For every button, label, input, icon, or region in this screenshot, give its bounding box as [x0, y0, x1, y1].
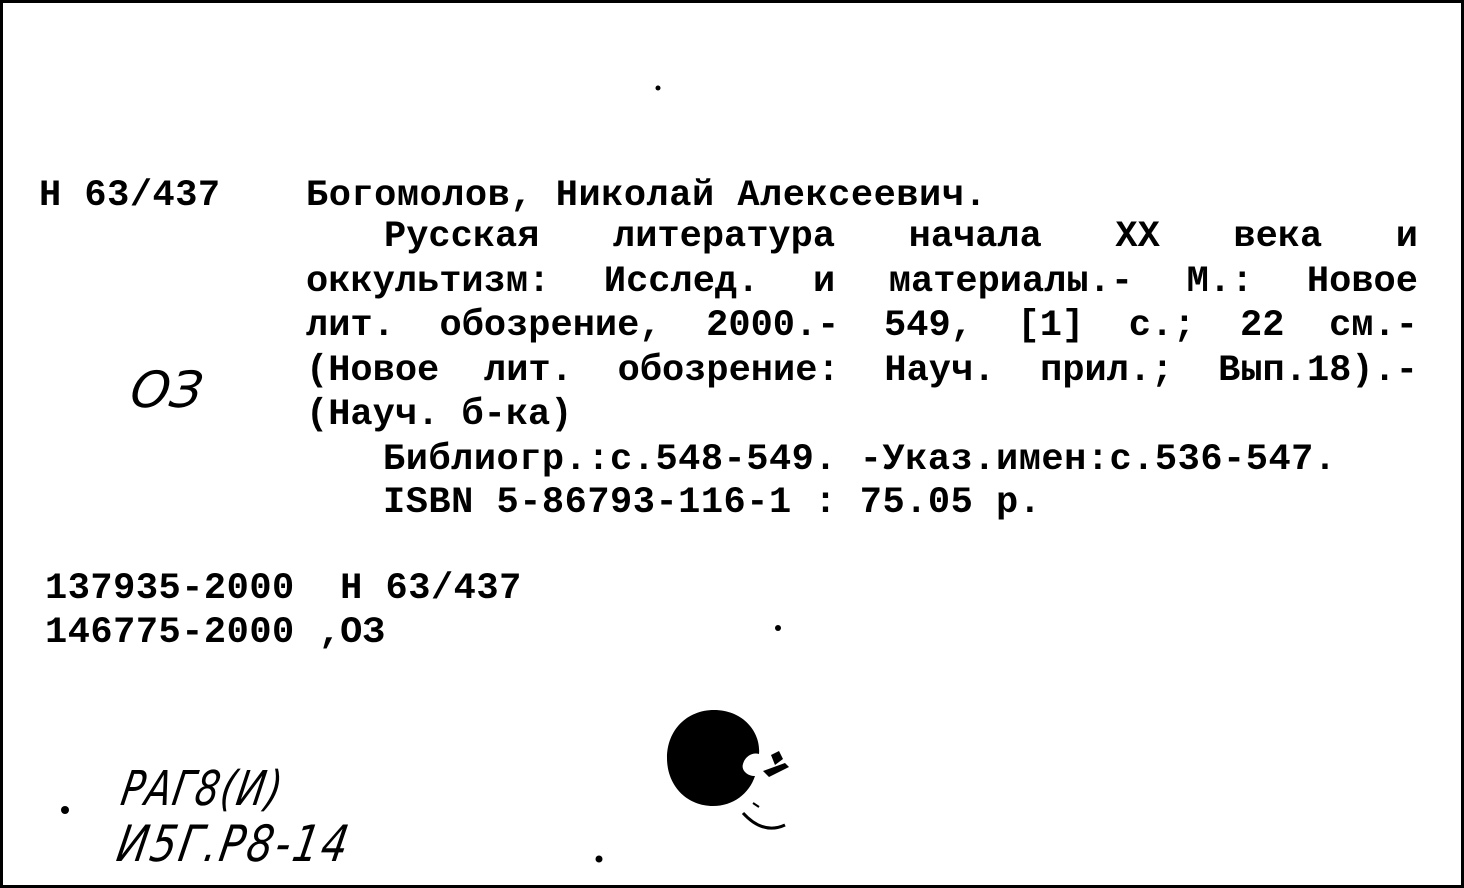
- description-word: 2000.-: [706, 305, 840, 347]
- description-word: Вып.18).-: [1218, 349, 1418, 392]
- handwritten-rag-mark: РАГ8(И): [117, 761, 289, 817]
- description-word: 22: [1240, 305, 1285, 347]
- scan-artifact: [773, 623, 783, 633]
- description-word: и: [812, 260, 836, 303]
- description-word: начала: [908, 216, 1042, 258]
- description-word: Новое: [1306, 260, 1418, 303]
- description-word: обозрение,: [439, 305, 662, 347]
- isbn-price: ISBN 5-86793-116-1 : 75.05 р.: [383, 482, 1042, 524]
- description-word: прил.;: [1040, 349, 1174, 392]
- description-line: [306, 349, 1418, 394]
- description-word: Русская: [384, 216, 540, 258]
- description-word: (Новое: [306, 349, 440, 392]
- description-word: 549,: [884, 305, 973, 347]
- handwritten-classification-cipher: И5Г.Р8-14: [112, 815, 356, 873]
- description-word: [1]: [1017, 305, 1085, 347]
- description-word: с.;: [1128, 305, 1196, 347]
- description-line: [306, 215, 1418, 260]
- bibliography-note: Библиогр.:с.548-549. -Указ.имен:с.536-547.: [383, 439, 1337, 481]
- description-word: материалы.-: [888, 260, 1134, 303]
- scan-artifact: [733, 743, 813, 853]
- description-line: [306, 304, 1418, 349]
- scan-artifact: [593, 853, 605, 865]
- description-word: обозрение:: [617, 349, 840, 392]
- description-word: оккультизм:: [306, 260, 551, 303]
- scan-artifact: [653, 83, 663, 93]
- description-word: лит.: [483, 349, 573, 392]
- author-heading: Богомолов, Николай Алексеевич.: [306, 175, 988, 217]
- description-word: М.:: [1186, 260, 1254, 303]
- series-note: (Науч. б-ка): [306, 394, 573, 436]
- description-word: XX: [1115, 216, 1160, 258]
- inventory-number: 146775-2000 ‚ОЗ: [45, 612, 386, 654]
- description-word: века: [1233, 216, 1323, 258]
- bibliographic-description: [306, 215, 1418, 438]
- shelf-code: Н 63/437: [39, 175, 221, 217]
- description-word: литература: [613, 216, 836, 258]
- description-line: [306, 260, 1418, 305]
- inventory-number: 137935-2000 Н 63/437: [45, 568, 522, 610]
- scan-artifact: [58, 803, 72, 817]
- description-word: см.-: [1329, 305, 1418, 347]
- description-line: [306, 393, 1418, 438]
- description-word: Исслед.: [603, 260, 760, 303]
- description-word: лит.: [306, 305, 395, 347]
- description-word: и: [1395, 216, 1418, 258]
- handwritten-location-mark: ОЗ: [126, 361, 207, 419]
- description-word: Науч.: [884, 349, 996, 392]
